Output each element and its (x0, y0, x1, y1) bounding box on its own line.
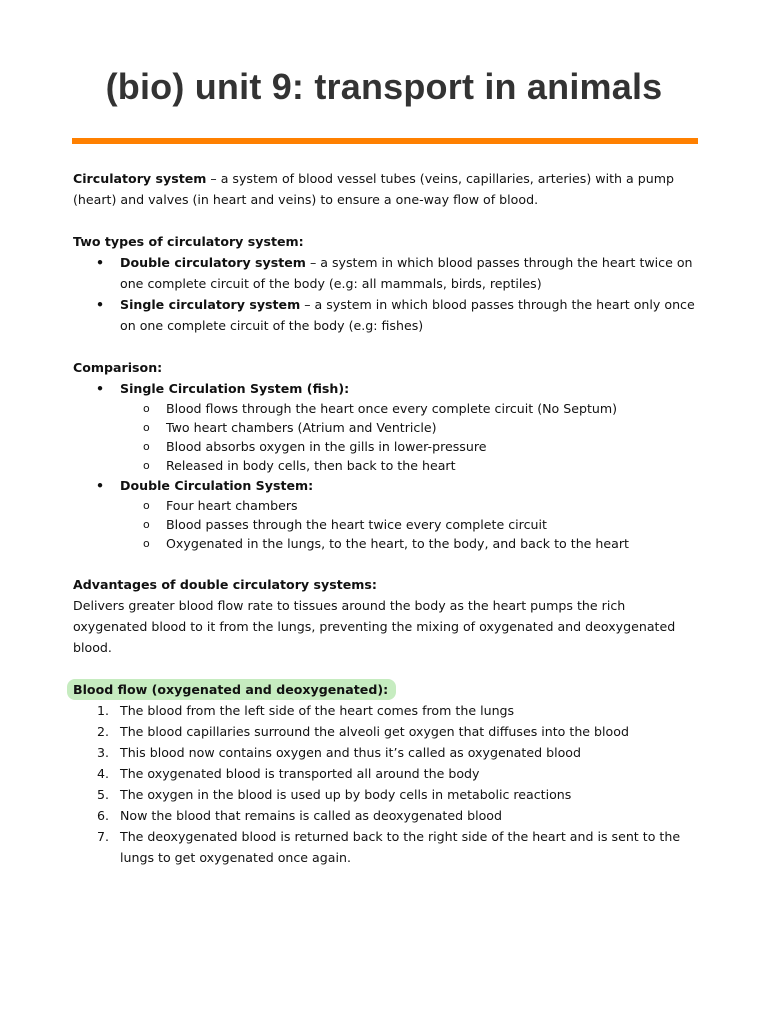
step-text: The blood capillaries surround the alveoli get oxygen that diffuses into the blood (120, 724, 629, 739)
step-number: 4. (97, 766, 110, 781)
step-text: This blood now contains oxygen and thus it’s called as oxygenated blood (120, 745, 581, 760)
comparison-point: o Blood flows through the heart once every complete circuit (No Septum) (73, 399, 703, 418)
step-number: 3. (97, 745, 110, 760)
comparison-point: o Released in body cells, then back to the heart (73, 456, 703, 475)
blood-flow-step (73, 763, 703, 784)
types-item-double (73, 252, 703, 294)
advantages-text: Delivers greater blood flow rate to tissues around the body as the heart pumps the rich oxygenated blood to it from the lungs, preventing the mixing of oxygenated and deoxygenated blood. (73, 598, 676, 655)
types-item-term: Double circulatory system (120, 255, 306, 270)
blood-flow-step (73, 721, 703, 742)
comparison-heading: Comparison: (73, 360, 163, 375)
types-item-text: – a system in which blood passes through the heart only once on one complete circuit of the body (e.g: fishes) (120, 297, 695, 333)
intro-term: Circulatory system (73, 171, 207, 186)
step-number: 2. (97, 724, 110, 739)
title-divider (72, 138, 698, 144)
page-title: (bio) unit 9: transport in animals (105, 66, 663, 107)
document-body (73, 168, 703, 868)
intro-definition: – a system of blood vessel tubes (veins, capillaries, arteries) with a pump (heart) and valves (in heart and veins) to ensure a one-way flow of blood. (73, 171, 674, 207)
blood-flow-step (73, 805, 703, 826)
blood-flow-step (73, 784, 703, 805)
step-number: 7. (97, 829, 110, 844)
comparison-single-label: • Single Circulation System (fish): (73, 378, 703, 399)
blood-flow-heading-row (73, 679, 703, 700)
types-item-term: Single circulatory system (120, 297, 301, 312)
step-text: The deoxygenated blood is returned back to the right side of the heart and is sent to the lungs to get oxygenated once again. (120, 829, 681, 865)
blood-flow-step (73, 826, 703, 868)
blood-flow-step (73, 700, 703, 721)
step-text: Now the blood that remains is called as deoxygenated blood (120, 808, 502, 823)
types-heading: Two types of circulatory system: (73, 234, 304, 249)
advantages-heading: Advantages of double circulatory systems: (73, 577, 377, 592)
comparison-point: o Oxygenated in the lungs, to the heart, to the body, and back to the heart (73, 534, 703, 553)
comparison-point: o Blood passes through the heart twice every complete circuit (73, 515, 703, 534)
step-text: The oxygen in the blood is used up by body cells in metabolic reactions (120, 787, 572, 802)
types-item-single (73, 294, 703, 336)
intro-paragraph (73, 168, 703, 210)
blood-flow-heading: Blood flow (oxygenated and deoxygenated): (67, 679, 396, 700)
comparison-point: o Four heart chambers (73, 496, 703, 515)
comparison-double-label: • Double Circulation System: (73, 475, 703, 496)
step-number: 5. (97, 787, 110, 802)
blood-flow-step (73, 742, 703, 763)
comparison-point: o Two heart chambers (Atrium and Ventricle) (73, 418, 703, 437)
step-number: 1. (97, 703, 110, 718)
step-text: The blood from the left side of the heart comes from the lungs (120, 703, 515, 718)
comparison-point: o Blood absorbs oxygen in the gills in lower-pressure (73, 437, 703, 456)
step-text: The oxygenated blood is transported all around the body (120, 766, 480, 781)
types-item-text: – a system in which blood passes through the heart twice on one complete circuit of the body (e.g: all mammals, birds, reptiles) (120, 255, 693, 291)
step-number: 6. (97, 808, 110, 823)
